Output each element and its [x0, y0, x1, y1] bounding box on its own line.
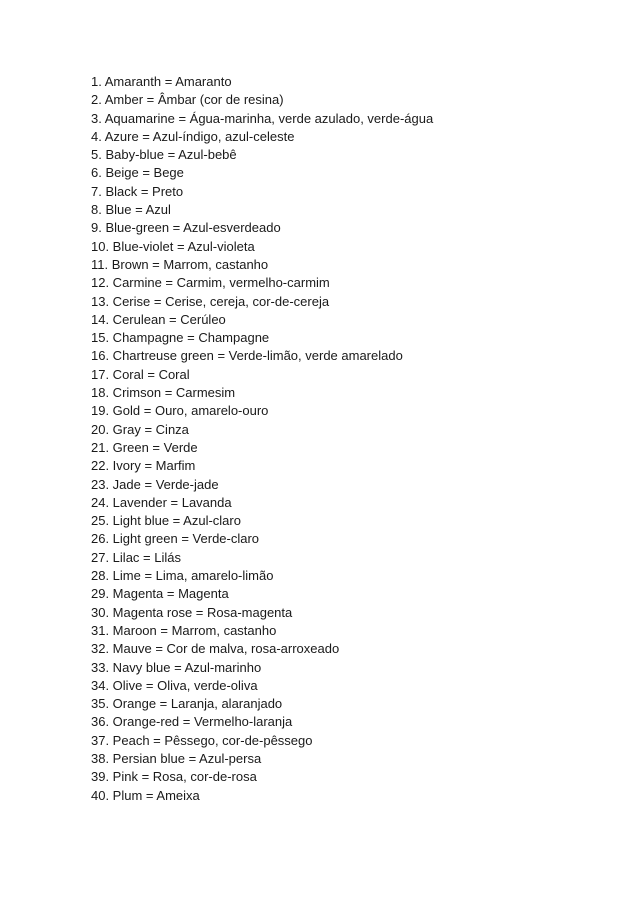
- list-item: 25. Light blue = Azul-claro: [91, 513, 241, 529]
- list-item: 17. Coral = Coral: [91, 366, 190, 382]
- list-item: 29. Magenta = Magenta: [91, 586, 229, 602]
- list-item: 16. Chartreuse green = Verde-limão, verde amarelado: [91, 348, 403, 364]
- list-item: 12. Carmine = Carmim, vermelho-carmim: [91, 275, 330, 291]
- list-item: 20. Gray = Cinza: [91, 421, 189, 437]
- list-item: 37. Peach = Pêssego, cor-de-pêssego: [91, 732, 313, 748]
- list-item: 7. Black = Preto: [91, 183, 184, 199]
- list-item: 38. Persian blue = Azul-persa: [91, 750, 262, 766]
- list-item: 40. Plum = Ameixa: [91, 787, 200, 803]
- list-item: 39. Pink = Rosa, cor-de-rosa: [91, 769, 257, 785]
- list-item: 31. Maroon = Marrom, castanho: [91, 622, 277, 638]
- list-item: 24. Lavender = Lavanda: [91, 494, 232, 510]
- list-item: 9. Blue-green = Azul-esverdeado: [91, 220, 281, 236]
- list-item: 35. Orange = Laranja, alaranjado: [91, 696, 283, 712]
- list-item: 14. Cerulean = Cerúleo: [91, 311, 226, 327]
- list-item: 19. Gold = Ouro, amarelo-ouro: [91, 403, 269, 419]
- list-item: 18. Crimson = Carmesim: [91, 385, 236, 401]
- list-item: 8. Blue = Azul: [91, 202, 171, 218]
- list-item: 3. Aquamarine = Água-marinha, verde azulado, verde-água: [91, 110, 434, 126]
- list-item: 4. Azure = Azul-índigo, azul-celeste: [91, 128, 295, 144]
- list-item: 33. Navy blue = Azul-marinho: [91, 659, 262, 675]
- list-item: 15. Champagne = Champagne: [91, 330, 270, 346]
- list-item: 22. Ivory = Marfim: [91, 458, 196, 474]
- list-item: 30. Magenta rose = Rosa-magenta: [91, 604, 293, 620]
- list-item: 26. Light green = Verde-claro: [91, 531, 260, 547]
- list-item: 11. Brown = Marrom, castanho: [91, 256, 269, 272]
- list-item: 23. Jade = Verde-jade: [91, 476, 219, 492]
- list-item: 28. Lime = Lima, amarelo-limão: [91, 568, 274, 584]
- list-item: 1. Amaranth = Amaranto: [91, 74, 232, 89]
- list-item: 27. Lilac = Lilás: [91, 549, 181, 565]
- list-item: 21. Green = Verde: [91, 439, 198, 455]
- list-item: 13. Cerise = Cerise, cereja, cor-de-cereja: [91, 293, 330, 309]
- list-item: 32. Mauve = Cor de malva, rosa-arroxeado: [91, 641, 340, 657]
- list-item: 36. Orange-red = Vermelho-laranja: [91, 714, 293, 730]
- list-item: 6. Beige = Bege: [91, 165, 184, 181]
- list-item: 2. Amber = Âmbar (cor de resina): [91, 92, 284, 108]
- list-item: 5. Baby-blue = Azul-bebê: [91, 147, 237, 163]
- list-item: 34. Olive = Oliva, verde-oliva: [91, 677, 258, 693]
- color-translation-list: [91, 73, 433, 805]
- list-item: 10. Blue-violet = Azul-violeta: [91, 238, 255, 254]
